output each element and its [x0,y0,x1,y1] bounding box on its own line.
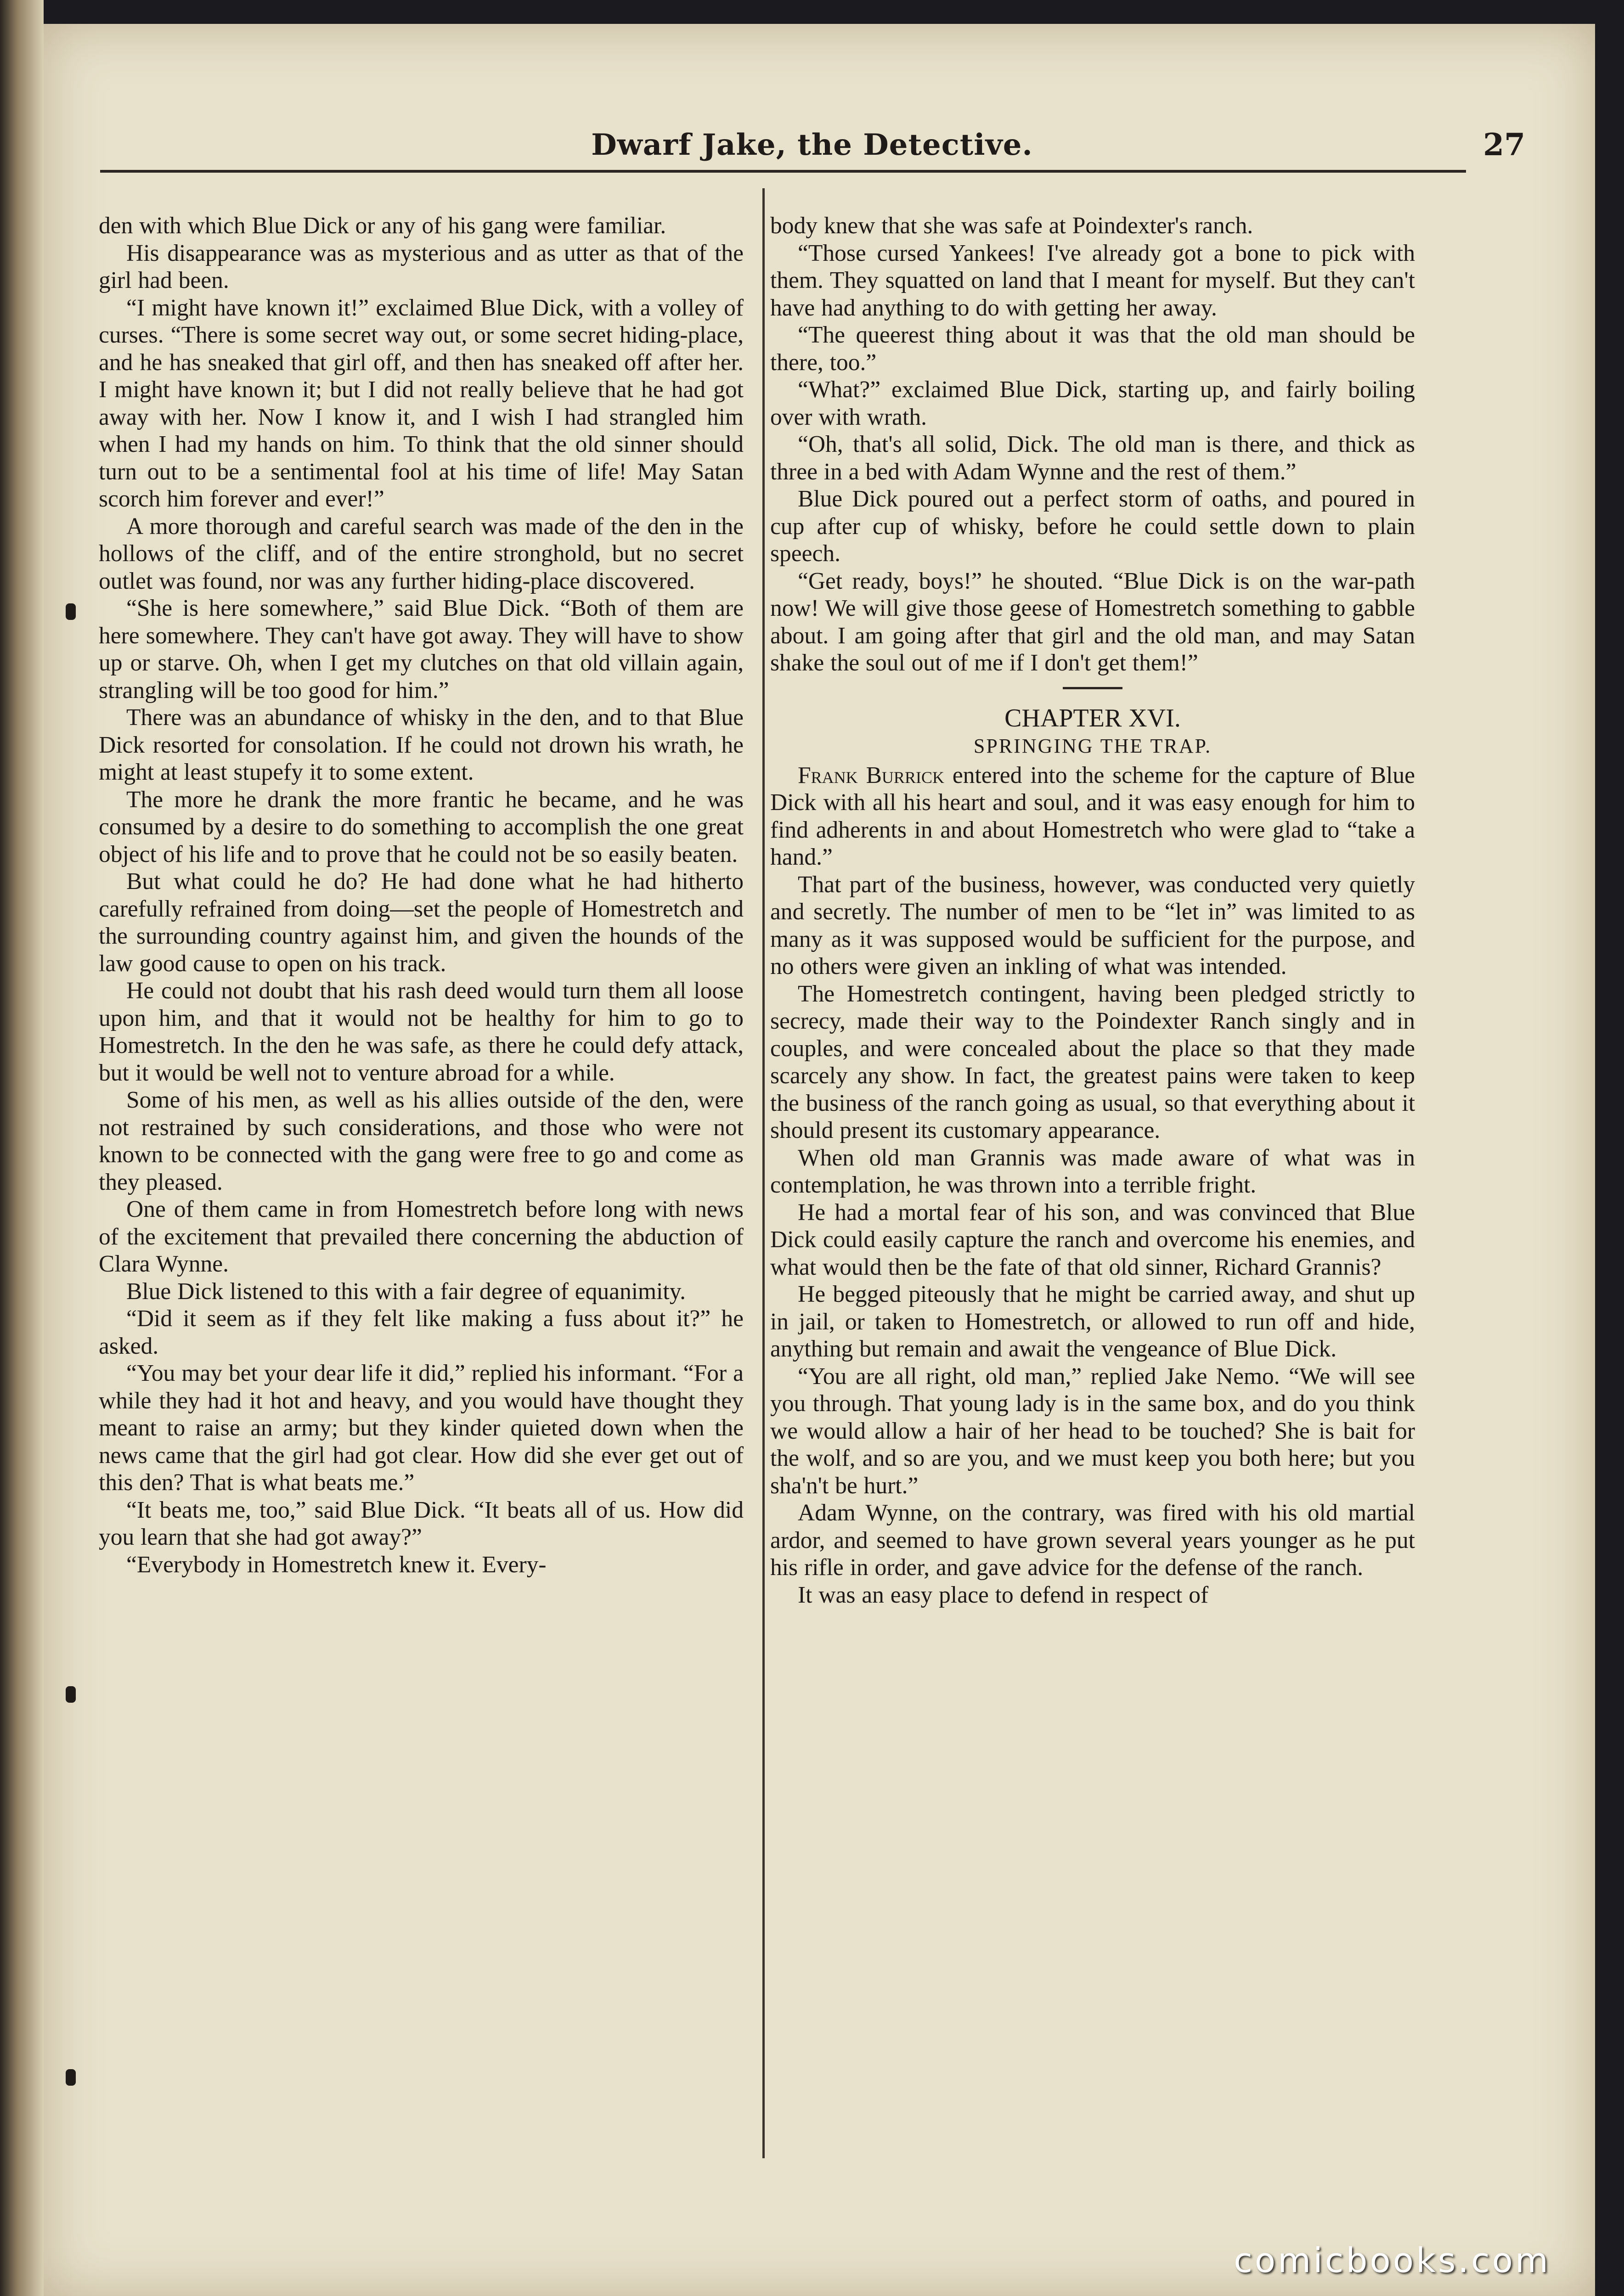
chapter-subtitle: SPRINGING THE TRAP. [973,734,1212,757]
paragraph: It was an easy place to defend in respect of [798,1581,1209,1608]
chapter-opening-paragraph [770,762,1415,871]
binding-stitch [66,2069,76,2086]
paragraph: Adam Wynne, on the contrary, was fired with his old martial ardor, and seemed to have grown several years younger as he put his rifle in order, and gave advice for the defense of the ranch. [770,1500,1415,1581]
page-number: 27 [1483,127,1525,163]
paragraph: He could not doubt that his rash deed would turn them all loose upon him, and that it would not be healthy for him to go to Homestretch. In the den he was safe, as there he could defy attack, but it would be well not to venture abroad for a while. [99,978,744,1086]
site-watermark: comicbooks.com [1234,2241,1551,2280]
paragraph: den with which Blue Dick or any of his gang were familiar. [99,213,666,239]
paragraph: “I might have known it!” exclaimed Blue Dick, with a volley of curses. “There is some secret way out, or some secret hiding-place, and he has sneaked that girl off, and then has sneaked off after her. I might have known it; but I did not really believe that he had got away with her. Now I know it, and I wish I had strangled him when I had my hands on him. To think that the old sinner should turn out to be a sentimental fool at his time of life! May Satan scorch him forever and ever!” [99,294,744,512]
paragraph: Blue Dick poured out a perfect storm of oaths, and poured in cup after cup of whisky, before he could settle down to plain speech. [770,486,1415,567]
column-rule [762,188,765,2158]
book-binding [0,0,44,2296]
paragraph: “What?” exclaimed Blue Dick, starting up, and fairly boiling over with wrath. [770,377,1415,430]
paragraph: “Those cursed Yankees! I've already got a bone to pick with them. They squatted on land that I meant for myself. But they can't have had anything to do with getting her away. [770,240,1415,321]
binding-stitch [66,1686,76,1703]
section-divider [1063,687,1122,689]
paragraph: One of them came in from Homestretch before long with news of the excitement that prevailed there concerning the abduction of Clara Wynne. [99,1196,744,1277]
paragraph: “You may bet your dear life it did,” replied his informant. “For a while they had it hot and heavy, and you would have thought they meant to raise an army; but they kinder quieted down when the news came that the girl had got clear. How did she ever get out of this den? That is what beats me.” [99,1360,744,1496]
right-column [770,212,1415,1609]
paragraph: “You are all right, old man,” replied Jake Nemo. “We will see you through. That young lady is in the same box, and do you think we would allow a hair of her head to be touched? She is bait for the wolf, and so are you, and we must keep you both here; but you sha'n't be hurt.” [770,1363,1415,1499]
paragraph: His disappearance was as mysterious and as utter as that of the girl had been. [99,240,744,293]
paragraph: Some of his men, as well as his allies outside of the den, were not restrained by such considerations, and those who were not known to be connected with the gang were free to go and come as they pleased. [99,1087,744,1195]
paragraph: body knew that she was safe at Poindexter's ranch. [770,213,1253,239]
paragraph: “Did it seem as if they felt like making a fuss about it?” he asked. [99,1306,744,1359]
paragraph: “Everybody in Homestretch knew it. Every- [126,1551,547,1578]
paragraph: That part of the business, however, was conducted very quietly and secretly. The number of men to be “let in” was limited to as many as it was supposed would be sufficient for the purpose, and no others were given an inkling of what was intended. [770,871,1415,979]
paragraph: “Get ready, boys!” he shouted. “Blue Dick is on the war-path now! We will give those geese of Homestretch something to gabble about. I am going after that girl and the old man, and may Satan shake the soul out of me if I don't get them!” [770,568,1415,676]
paragraph: The Homestretch contingent, having been pledged strictly to secrecy, made their way to the Poindexter Ranch singly and in couples, and were concealed about the place so that they made scarcely any show. In fact, the greatest pains were taken to keep the business of the ranch going as usual, so that everything about it should present its customary appearance. [770,980,1415,1143]
chapter-heading: CHAPTER XVI. [1004,703,1181,732]
binding-stitch [66,603,76,620]
paragraph: A more thorough and careful search was made of the den in the hollows of the cliff, and of the entire stronghold, but no secret outlet was found, nor was any further hiding-place discovered. [99,513,744,594]
paragraph: “Oh, that's all solid, Dick. The old man is there, and thick as three in a bed with Adam Wynne and the rest of them.” [770,431,1415,485]
paragraph: He had a mortal fear of his son, and was convinced that Blue Dick could easily capture the ranch and overcome his enemies, and what would then be the fate of that old sinner, Richard Grannis? [770,1199,1415,1280]
header-rule [100,170,1466,173]
paragraph: The more he drank the more frantic he became, and he was consumed by a desire to do something to accomplish the one great object of his life and to prove that he could not be so easily beaten. [99,786,744,867]
paragraph: He begged piteously that he might be carried away, and shut up in jail, or taken to Homestretch, or allowed to run off and hide, anything but remain and await the vengeance of Blue Dick. [770,1281,1415,1362]
paragraph: “She is here somewhere,” said Blue Dick. “Both of them are here somewhere. They can't have got away. They will have to show up or starve. Oh, when I get my clutches on that old villain again, strangling will be too good for him.” [99,595,744,703]
paragraph: But what could he do? He had done what he had hitherto carefully refrained from doing—set the people of Homestretch and the surrounding country against him, and given the hounds of the law good cause to open on his track. [99,868,744,977]
paragraph: “The queerest thing about it was that the old man should be there, too.” [770,322,1415,376]
chapter-opening-text: entered into the scheme for the capture of Blue Dick with all his heart and soul, and it was easy enough for him to find adherents in and about Homestretch who were glad to “take a hand.” [770,762,1415,870]
running-title: Dwarf Jake, the Detective. [591,128,1033,162]
paragraph: When old man Grannis was made aware of what was in contemplation, he was thrown into a terrible fright. [770,1144,1415,1198]
paragraph: There was an abundance of whisky in the den, and to that Blue Dick resorted for consolation. If he could not drown his wrath, he might at least stupefy it to some extent. [99,704,744,785]
chapter-lead-words: Frank Burrick [798,762,944,788]
left-column [99,212,744,1578]
paragraph: Blue Dick listened to this with a fair degree of equanimity. [126,1278,686,1305]
paragraph: “It beats me, too,” said Blue Dick. “It beats all of us. How did you learn that she had got away?” [99,1497,744,1550]
